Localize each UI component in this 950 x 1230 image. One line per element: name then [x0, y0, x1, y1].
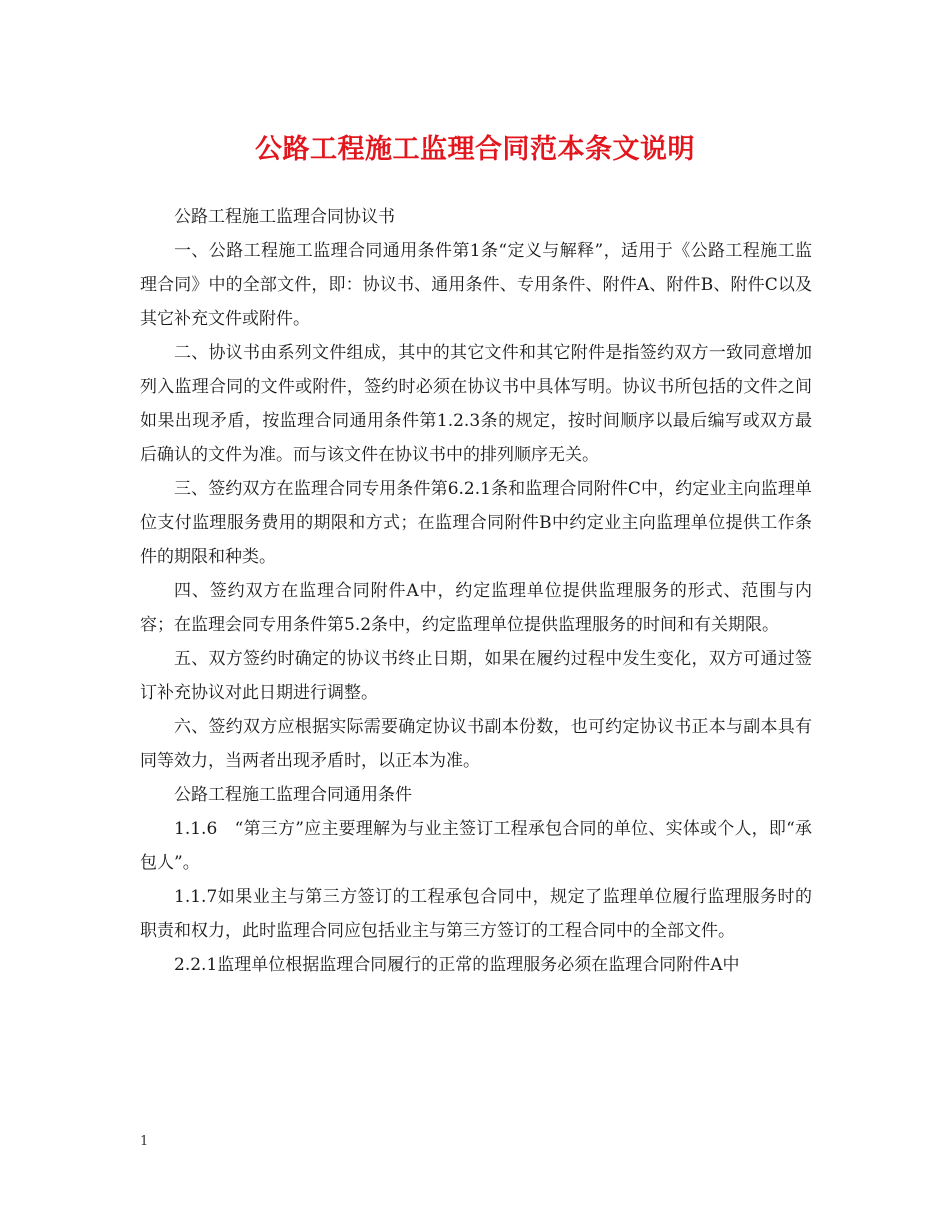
paragraph-1-1-7: 1.1.7如果业主与第三方签订的工程承包合同中，规定了监理单位履行监理服务时的职责和权力，此时监理合同应包括业主与第三方签订的工程合同中的全部文件。 [140, 887, 812, 941]
paragraph-agreement-heading: 公路工程施工监理合同协议书 [174, 207, 395, 227]
paragraph-5: 五、双方签约时确定的协议书终止日期，如果在履约过程中发生变化，双方可通过签订补充协议对此日期进行调整。 [140, 649, 812, 703]
paragraph-1-1-6: 1.1.6 “第三方”应主要理解为与业主签订工程承包合同的单位、实体或个人，即“承包人”。 [140, 819, 812, 873]
page-number: 1 [140, 1134, 149, 1149]
paragraph-general-conditions-heading: 公路工程施工监理合同通用条件 [174, 785, 412, 805]
document-body [140, 200, 812, 982]
paragraph-2-2-1: 2.2.1监理单位根据监理合同履行的正常的监理服务必须在监理合同附件A中 [174, 955, 740, 975]
paragraph-6: 六、签约双方应根据实际需要确定协议书副本份数，也可约定协议书正本与副本具有同等效力，当两者出现矛盾时，以正本为准。 [140, 717, 812, 771]
paragraph-4: 四、签约双方在监理合同附件A中，约定监理单位提供监理服务的形式、范围与内容；在监理会同专用条件第5.2条中，约定监理单位提供监理服务的时间和有关期限。 [140, 581, 812, 635]
paragraph-3: 三、签约双方在监理合同专用条件第6.2.1条和监理合同附件C中，约定业主向监理单位支付监理服务费用的期限和方式；在监理合同附件B中约定业主向监理单位提供工作条件的期限和种类。 [140, 479, 812, 567]
document-title: 公路工程施工监理合同范本条文说明 [255, 134, 695, 165]
paragraph-2: 二、协议书由系列文件组成，其中的其它文件和其它附件是指签约双方一致同意增加列入监理合同的文件或附件，签约时必须在协议书中具体写明。协议书所包括的文件之间如果出现矛盾，按监理合同通用条件第1.2.3条的规定，按时间顺序以最后编写或双方最后确认的文件为准。而与该文件在协议书中的排列顺序无关。 [140, 343, 812, 465]
paragraph-1: 一、公路工程施工监理合同通用条件第1条“定义与解释”，适用于《公路工程施工监理合同》中的全部文件，即：协议书、通用条件、专用条件、附件A、附件B、附件C以及其它补充文件或附件。 [140, 241, 812, 329]
